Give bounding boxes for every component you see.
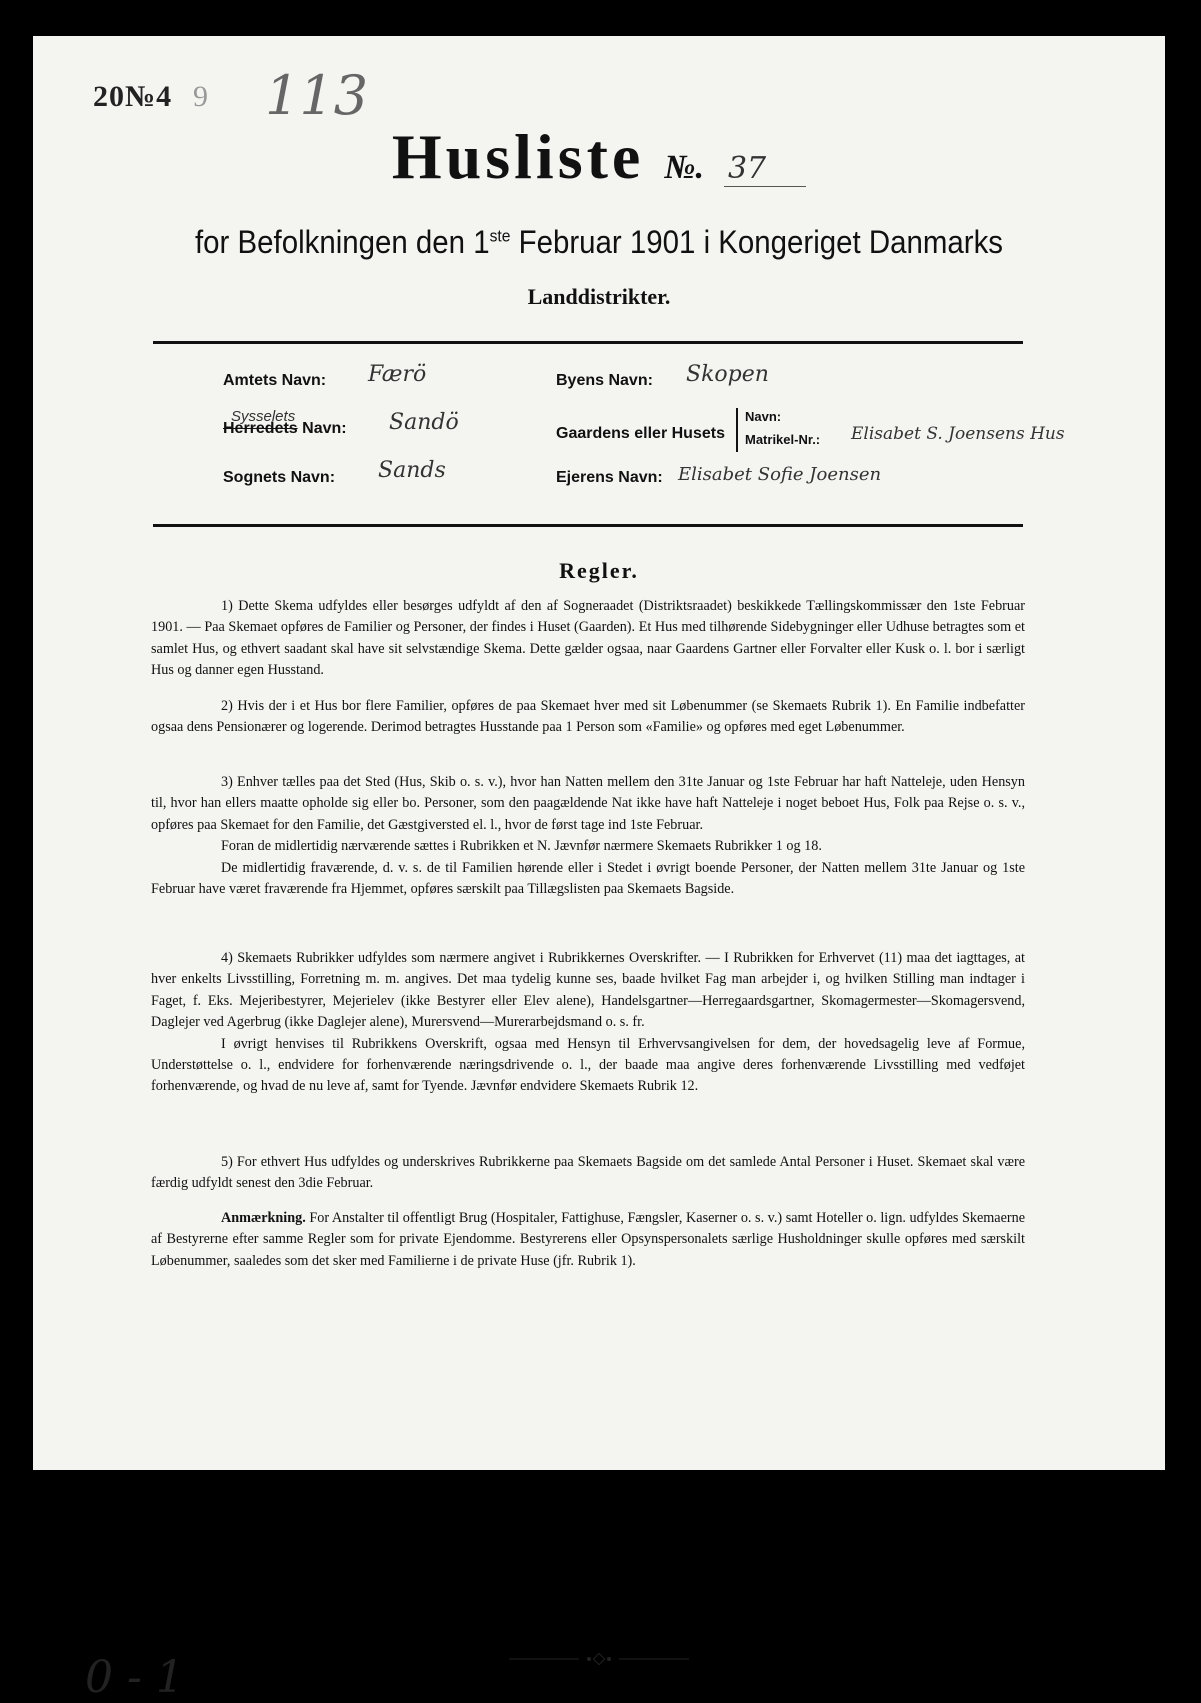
divider-bottom: [153, 524, 1023, 527]
herred-value: Sandö: [389, 410, 459, 435]
by-label: Byens Navn:: [556, 372, 653, 389]
herred-tail: Navn:: [302, 420, 347, 437]
archive-stamp: 20№4: [93, 80, 173, 113]
rule-paragraph: 5) For ethvert Hus udfyldes og underskrives Rubrikkerne paa Skemaets Bagside om det samlede Antal Personer i Huset. Skemaet skal være færdig udfyldt senest den 3die Februar.: [151, 1154, 1025, 1192]
gaard-value: Elisabet S. Joensens Hus: [851, 424, 1065, 444]
rule-5: [151, 1152, 1025, 1195]
note-text: For Anstalter til offentligt Brug (Hospitaler, Fattighuse, Fængsler, Kaserner o. s. v.) samt Hoteller o. lign. udfyldes Skemaerne af Bestyrerne efter samme Regler som for private Ejendomme. Bestyrerens eller Opsynspersonalets særlige Husholdninger skulle opføres med særskilt Løbenummer, saaledes som det sker med Familierne i de private Huse (jfr. Rubrik 1).: [151, 1210, 1025, 1269]
subtitle-pre: for Befolkningen den 1: [194, 224, 490, 260]
pencil-number: 113: [265, 64, 369, 127]
rule-paragraph: Foran de midlertidig nærværende sættes i Rubrikken et N. Jævnfør nærmere Skemaets Rubrikker 1 og 18.: [221, 838, 822, 855]
rule-4: [151, 948, 1025, 1098]
gaard-navn-label: Navn:: [745, 409, 782, 424]
rules-heading: Regler.: [559, 558, 639, 583]
rule-2: [151, 696, 1025, 739]
gaard-matr-label: Matrikel-Nr.:: [745, 432, 821, 447]
rule-paragraph: 1) Dette Skema udfyldes eller besørges udfyldt af den af Sogneraadet (Distriktsraadet) beskikkede Tællingskommissær den 1ste Februar 1901. — Paa Skemaet opføres de Familier og Personer, der findes i Huset (Gaarden). Et Hus med tilhørende Sidebygninger eller Udhuse betragtes som et samlet Hus, og ethvert saadant skal have sit selvstændige Skema. Dette gælder ogsaa, naar Gaardens Gartner eller Forvalter eller Kusk o. l. bor i særligt Hus og danner egen Husstand.: [151, 598, 1025, 679]
rule-paragraph: De midlertidig fraværende, d. v. s. de til Familien hørende eller i Stedet i øvrigt boende Personer, der Natten mellem 31te Januar og 1ste Februar have været fraværende fra Hjemmet, opføres særskilt paa Tillægslisten paa Skemaets Bagside.: [151, 859, 1025, 898]
subtitle-post: Februar 1901 i Kongeriget Danmarks: [510, 224, 1004, 260]
brace-divider: [736, 408, 738, 452]
archive-stamp-faint: 9: [193, 80, 208, 113]
rule-paragraph: 2) Hvis der i et Hus bor flere Familier, opføres de paa Skemaet hver med sit Løbenummer (se Skemaets Rubrik 1). En Familie indbefatter ogsaa dens Pensionærer og logerende. Derimod betragtes Husstande paa 1 Person som «Familie» og opføres med eget Løbenummer.: [151, 698, 1025, 736]
number-prefix: №.: [664, 149, 704, 186]
document-page: [33, 36, 1165, 1703]
herred-label: [223, 420, 347, 438]
amt-value: Færö: [368, 362, 427, 387]
rule-1: [151, 596, 1025, 682]
herred-struck: Herredets: [223, 420, 298, 437]
rule-paragraph: I øvrigt henvises til Rubrikkens Overskrift, ogsaa med Hensyn til Erhvervsangivelsen for dem, der hovedsagelig leve af Formue, Understøttelse o. l., endvidere for forhenværende næringsdrivende o. l., der baade maa angive deres forhenværende Livsstilling med vedføjet forhenværende, og hvad de nu leve af, samt for Tyende. Jævnfør endvidere Skemaets Rubrik 12.: [151, 1035, 1025, 1095]
by-value: Skopen: [686, 362, 769, 387]
district-heading: Landdistrikter.: [527, 284, 671, 309]
rule-paragraph: 4) Skemaets Rubrikker udfyldes som nærmere angivet i Rubrikkernes Overskrifter. — I Rubrikken for Erhvervet (11) maa det iagttages, at hver enkelts Livsstilling, Forretning m. m. angives. Det maa tydelig kunne ses, baade hvilket Fag man arbejder i, og hvilken Stilling man indtager i Faget, f. Eks. Mejeribestyrer, Mejerielev (ikke Bestyrer eller Elev alene), Handelsgartner—Herregaardsgartner, Skomagermester—Skomagersvend, Daglejer ved Agerbrug (ikke Daglejer alene), Murersvend—Murerarbejdsmand o. s. fr.: [151, 950, 1025, 1031]
subtitle-sup: ste: [489, 226, 511, 246]
rule-paragraph: 3) Enhver tælles paa det Sted (Hus, Skib o. s. v.), hvor han Natten mellem den 31te Januar og 1ste Februar har haft Natteleje, uden Hensyn til, hvor han ellers maatte opholde sig eller bo. Personer, som den paagældende Nat ikke have haft Natteleje i noget beboet Hus, Folk paa Rejse o. s. v., opføres paa Skemaet for den Familie, det Gæstgiversted el. l., hvor de først tage ind 1ste Februar.: [151, 774, 1025, 833]
sogn-label: Sognets Navn:: [223, 469, 336, 486]
ejer-value: Elisabet Sofie Joensen: [678, 464, 882, 485]
ejer-label: Ejerens Navn:: [556, 469, 663, 486]
list-number: 37: [724, 151, 806, 187]
rule-3: [151, 772, 1025, 900]
amt-label: Amtets Navn:: [223, 372, 327, 389]
page-title: [33, 120, 1165, 194]
title-text: Husliste: [391, 121, 645, 192]
herred-overwrite: Sysselets: [231, 408, 296, 425]
subtitle: [78, 224, 1119, 261]
divider-top: [153, 341, 1023, 344]
handwritten-footer: 0 - 1: [85, 1652, 184, 1703]
note-label: Anmærkning.: [221, 1210, 306, 1226]
gaard-label: Gaardens eller Husets: [556, 425, 725, 442]
rule-note: [151, 1208, 1025, 1272]
sogn-value: Sands: [378, 458, 446, 483]
ornament-divider: [509, 1652, 689, 1666]
